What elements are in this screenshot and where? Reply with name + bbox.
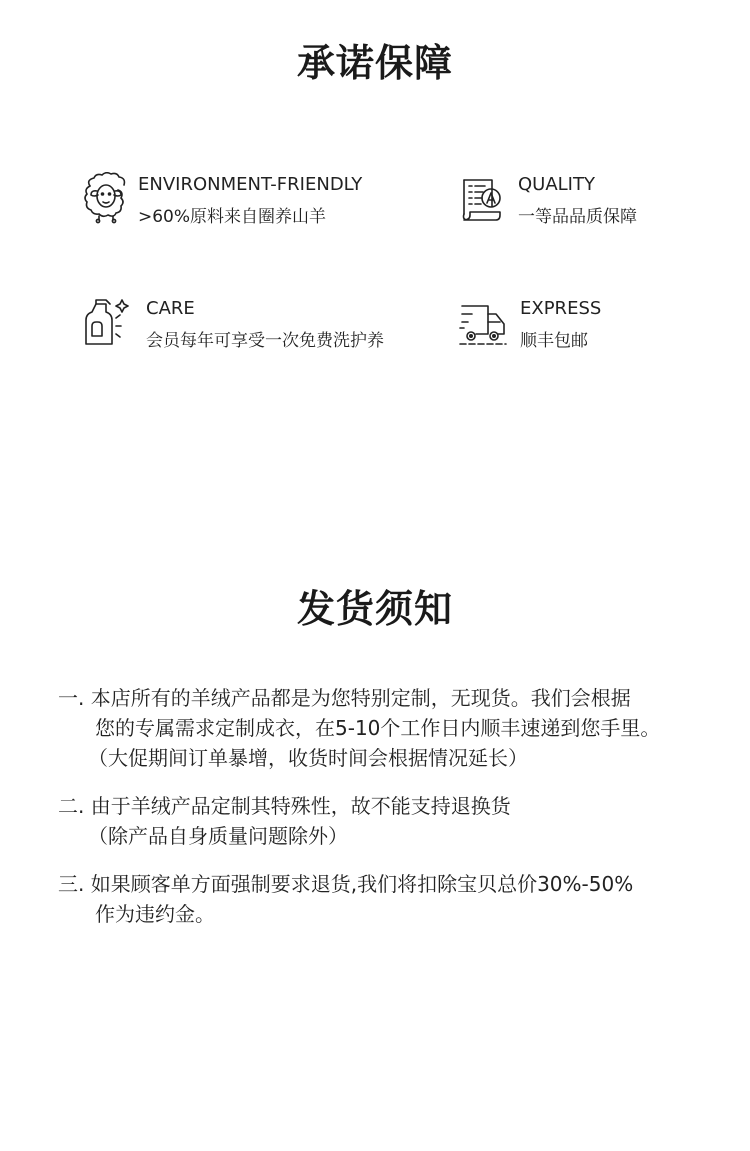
quality-document-icon: [460, 172, 512, 224]
promise-section-title: 承诺保障: [296, 41, 453, 85]
feature-description: 顺丰包邮: [520, 331, 588, 351]
feature-title: QUALITY: [518, 174, 595, 195]
sheep-icon: [80, 172, 132, 224]
feature-description: 会员每年可享受一次免费洗护养: [146, 331, 384, 351]
notice-line: 一. 本店所有的羊绒产品都是为您特别定制，无现货。我们会根据: [58, 686, 631, 710]
feature-title: CARE: [146, 298, 195, 319]
notice-line: 二. 由于羊绒产品定制其特殊性，故不能支持退换货: [58, 794, 511, 818]
feature-title: EXPRESS: [520, 298, 602, 319]
notice-line: 三. 如果顾客单方面强制要求退货,我们将扣除宝贝总价30%-50%: [58, 872, 634, 896]
notice-line: 作为违约金。: [95, 902, 215, 926]
laundry-bottle-icon: [82, 296, 134, 348]
feature-description: 一等品品质保障: [518, 207, 637, 227]
feature-care: [82, 296, 422, 356]
notice-line: 您的专属需求定制成衣，在5-10个工作日内顺丰速递到您手里。: [95, 716, 661, 740]
feature-description: >60%原料来自圈养山羊: [138, 207, 327, 227]
notice-item-3: [58, 869, 718, 929]
notice-section-title: 发货须知: [296, 587, 453, 631]
notice-line: （除产品自身质量问题除外）: [88, 824, 348, 848]
notice-item-2: [58, 791, 718, 851]
feature-express: [458, 296, 750, 356]
feature-quality: [460, 172, 750, 232]
feature-environment-friendly: [80, 172, 420, 232]
delivery-truck-icon: [458, 296, 510, 348]
feature-title: ENVIRONMENT-FRIENDLY: [138, 174, 363, 195]
notice-item-1: [58, 683, 718, 773]
notice-line: （大促期间订单暴增，收货时间会根据情况延长）: [88, 746, 528, 770]
